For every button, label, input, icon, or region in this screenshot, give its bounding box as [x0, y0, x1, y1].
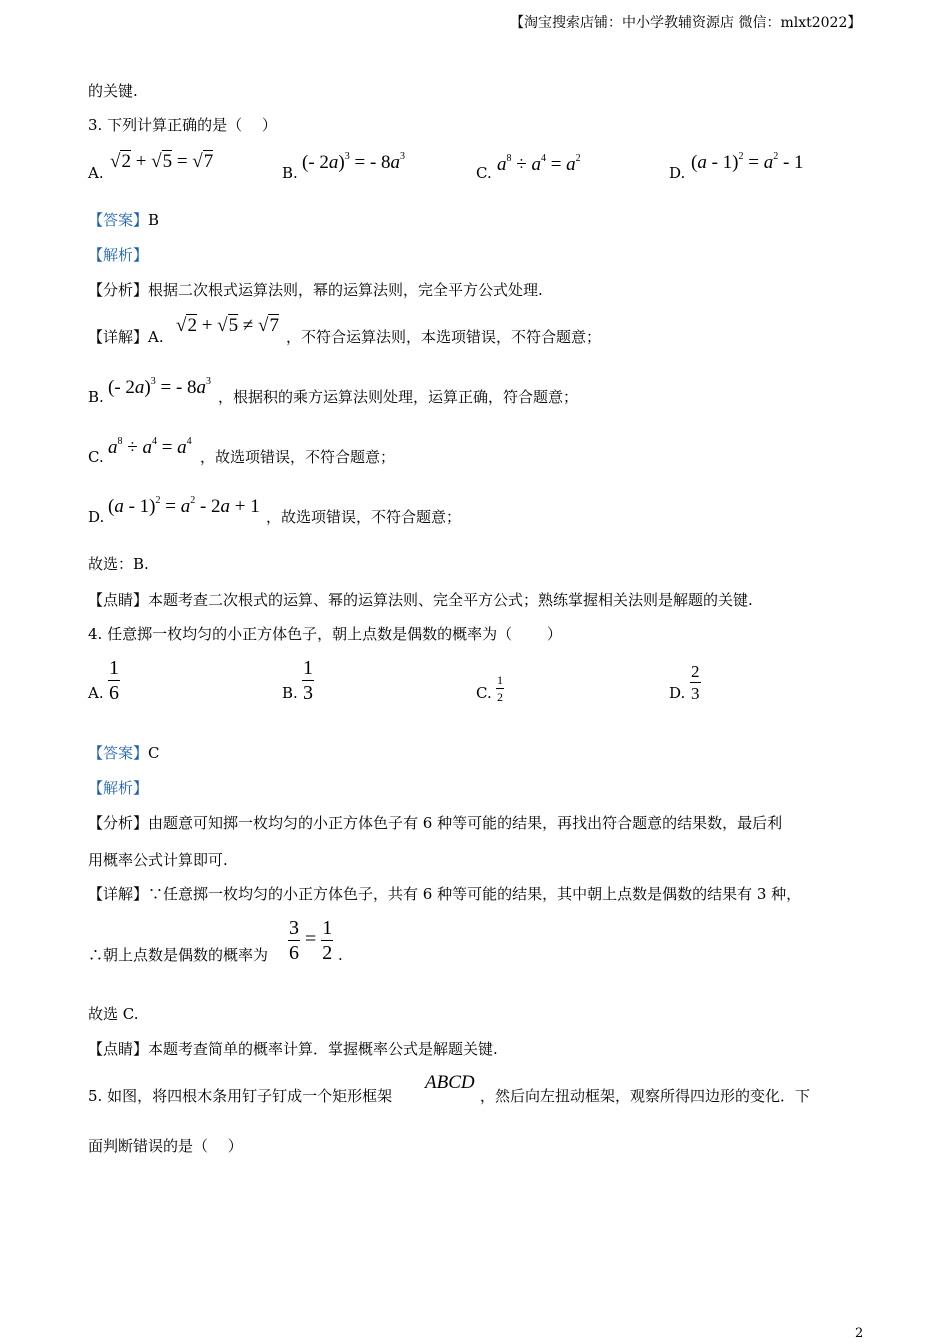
detail-b-label: B. — [88, 388, 104, 406]
detail-a-math: √2 + √5 ≠ √7 — [176, 315, 279, 336]
detail-d-math: $(a - 1)^2 = a^2 - 2a + 1$ — [108, 495, 260, 517]
detail-line: 【详解】∵任意掷一枚均匀的小正方体色子，共有 6 种等可能的结果，其中朝上点数是偶数的结果有 3 种， — [88, 885, 802, 903]
detail-b-math: (- 2a)$^3$ = - $8a^3$ — [108, 376, 212, 398]
detail-a-line: 【详解】A. — [88, 328, 164, 346]
option-d-fraction: $\frac{2}{3}$ — [691, 662, 700, 703]
detail-b-text: ，根据积的乘方运算法则处理，运算正确，符合题意； — [218, 388, 579, 406]
text-line: 的关键. — [88, 82, 138, 100]
question-5-stem-cont: ，然后向左扭动框架，观察所得四边形的变化．下 — [480, 1087, 811, 1105]
detail-a-text: ，不符合运算法则，本选项错误，不符合题意； — [286, 328, 602, 346]
page-header: 【淘宝搜索店铺：中小学教辅资源店 微信：mlxt2022】 — [510, 15, 862, 31]
option-d-label: D. — [669, 684, 686, 702]
dianjing-line: 【点睛】本题考查二次根式的运算、幂的运算法则、完全平方公式；熟练掌握相关法则是解题的关键. — [88, 591, 753, 609]
question-5-stem-line-2: 面判断错误的是（ ） — [88, 1137, 243, 1155]
detail-d-label: D. — [88, 508, 105, 526]
detail-c-label: C. — [88, 448, 104, 466]
option-d-label: D. — [669, 164, 686, 182]
option-b-math: (- 2a)$^3$ = - $8a^3$ — [302, 151, 406, 173]
analysis-tag: 【解析】 — [88, 246, 149, 264]
detail-c-math: $a^8 \div a^4 = a^4$ — [108, 436, 192, 458]
option-b-label: B. — [282, 164, 298, 182]
option-c-math: $a^8 \div a^4 = a^2$ — [497, 153, 581, 175]
fenxi-line: 【分析】由题意可知掷一枚均匀的小正方体色子有 6 种等可能的结果，再找出符合题意的结果数，最后利 — [88, 814, 783, 832]
option-c-label: C. — [476, 164, 492, 182]
choose-line: 故选 C. — [88, 1005, 139, 1023]
analysis-tag: 【解析】 — [88, 779, 149, 797]
question-5-stem: 5. 如图，将四根木条用钉子钉成一个矩形框架 — [88, 1087, 393, 1105]
question-3-stem: 3. 下列计算正确的是（ ） — [88, 116, 277, 134]
choose-line: 故选：B. — [88, 555, 149, 573]
answer-line: 【答案】C — [88, 744, 160, 762]
option-c-label: C. — [476, 684, 492, 702]
option-a-math: √2 + √5 = √7 — [110, 151, 214, 172]
answer-tag: 【答案】 — [88, 211, 149, 229]
answer-value: B — [148, 211, 160, 229]
option-c-fraction: $\frac{1}{2}$ — [497, 673, 503, 704]
option-a-fraction: $\frac{1}{6}$ — [109, 657, 119, 704]
probability-equation: $\frac{3}{6}$ = $\frac{1}{2}$ — [289, 917, 333, 964]
option-a-label: A. — [88, 164, 104, 182]
detail-d-text: ，故选项错误，不符合题意； — [266, 508, 462, 526]
detail-period: . — [338, 946, 343, 964]
option-b-label: B. — [282, 684, 298, 702]
answer-line — [88, 213, 159, 228]
option-d-math: $(a - 1)^2 = a^2 - 1$ — [691, 151, 804, 173]
dianjing-line: 【点睛】本题考查简单的概率计算．掌握概率公式是解题关键. — [88, 1040, 498, 1058]
detail-c-text: ，故选项错误，不符合题意； — [200, 448, 396, 466]
fenxi-line-2: 用概率公式计算即可. — [88, 851, 228, 869]
option-b-fraction: $\frac{1}{3}$ — [303, 657, 313, 704]
fenxi-line: 【分析】根据二次根式运算法则，幂的运算法则，完全平方公式处理. — [88, 281, 543, 299]
detail-line-2: ∴朝上点数是偶数的概率为 — [88, 946, 269, 964]
rectangle-name: ABCD — [425, 1072, 475, 1093]
question-4-stem: 4. 任意掷一枚均匀的小正方体色子，朝上点数是偶数的概率为（ ） — [88, 625, 562, 643]
page-number: 2 — [855, 1326, 864, 1341]
option-a-label: A. — [88, 684, 104, 702]
